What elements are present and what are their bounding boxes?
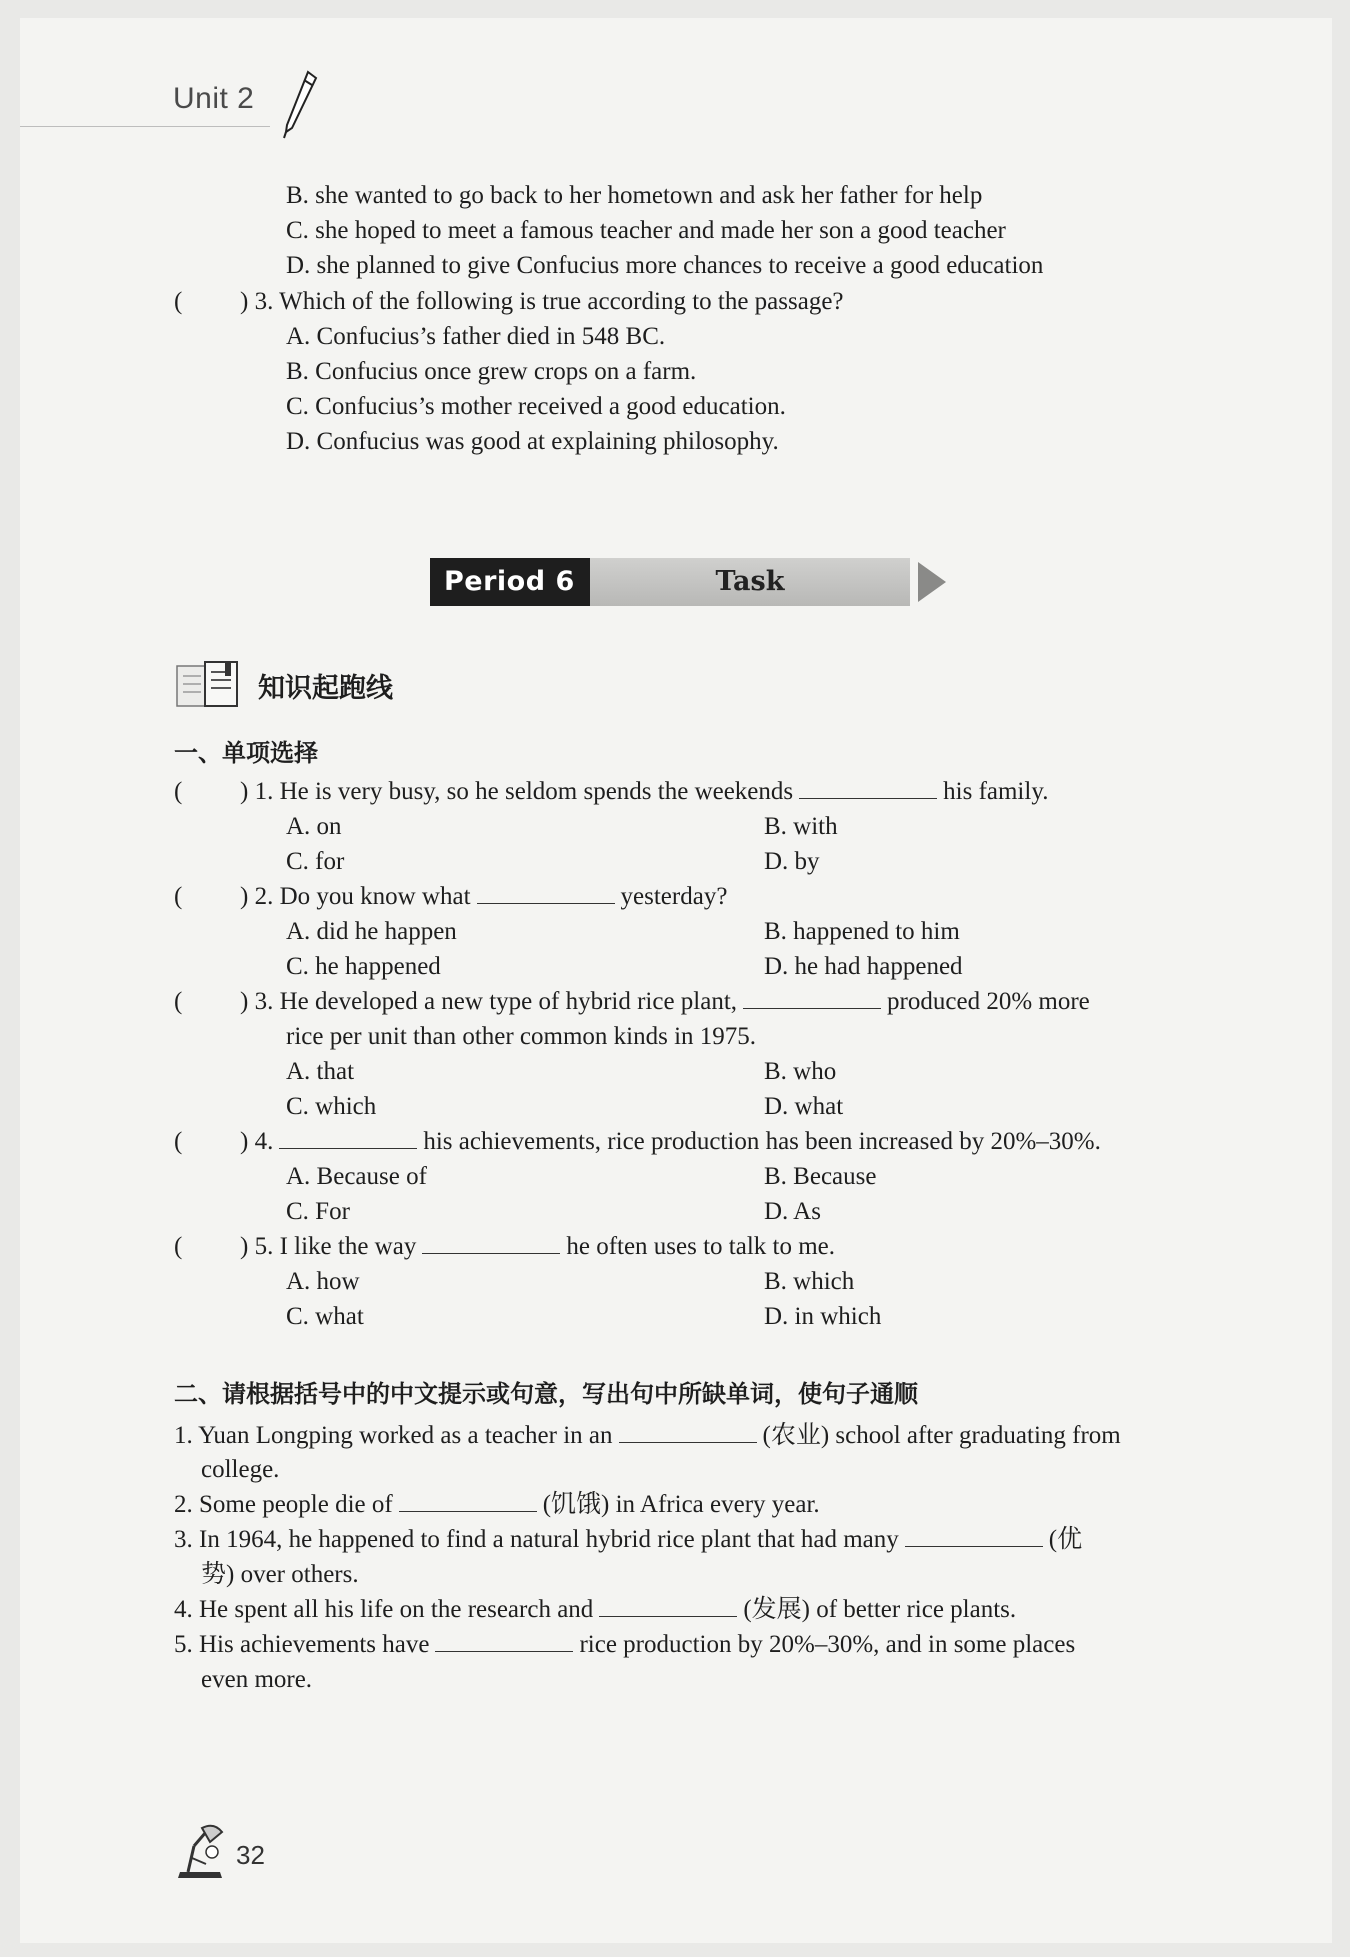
part1-heading: 一、单项选择 xyxy=(174,739,318,767)
pen-icon xyxy=(278,70,318,140)
answer-blank[interactable] xyxy=(619,1420,757,1443)
period-banner xyxy=(430,558,952,608)
answer-blank[interactable] xyxy=(799,776,937,799)
answer-blank[interactable] xyxy=(905,1524,1043,1547)
header-rule xyxy=(20,126,270,127)
option-c: C. which xyxy=(286,1093,377,1120)
option-a: A. on xyxy=(286,813,342,840)
option-b: B. which xyxy=(764,1268,855,1295)
option-a: A. Because of xyxy=(286,1163,427,1190)
fill-item-cont: college. xyxy=(201,1456,280,1483)
fill-item-cont: even more. xyxy=(201,1666,313,1693)
answer-paren[interactable]: ( xyxy=(174,883,183,910)
unit-header xyxy=(173,82,254,116)
option-b: B. with xyxy=(764,813,838,840)
option-c: C. For xyxy=(286,1198,350,1225)
option-b: B. who xyxy=(764,1058,837,1085)
fill-item: 5. His achievements have rice production by 20%–30%, and in some places xyxy=(174,1631,1076,1658)
option-a: A. that xyxy=(286,1058,355,1085)
fill-item: 1. Yuan Longping worked as a teacher in an (农业) school after graduating from xyxy=(174,1422,1121,1449)
option-d: D. by xyxy=(764,848,820,875)
answer-paren[interactable]: ( xyxy=(174,1233,183,1260)
answer-blank[interactable] xyxy=(435,1629,573,1652)
option-b: B. happened to him xyxy=(764,918,960,945)
arrow-icon xyxy=(918,562,946,602)
question-stem: ) 2. Do you know what yesterday? xyxy=(240,883,728,910)
answer-blank[interactable] xyxy=(599,1594,737,1617)
unit-title: Unit 2 xyxy=(173,82,255,115)
option-line: B. Confucius once grew crops on a farm. xyxy=(286,358,697,385)
option-c: C. what xyxy=(286,1303,364,1330)
option-a: A. how xyxy=(286,1268,360,1295)
option-line: B. she wanted to go back to her hometown and ask her father for help xyxy=(286,182,983,209)
section-title: 知识起跑线 xyxy=(258,673,393,704)
desk-lamp-icon xyxy=(172,1822,228,1882)
question-stem: ) 1. He is very busy, so he seldom spends the weekends his family. xyxy=(240,778,1049,805)
question-stem: ) 4. his achievements, rice production has been increased by 20%–30%. xyxy=(240,1128,1101,1155)
answer-blank[interactable] xyxy=(279,1126,417,1149)
option-d: D. As xyxy=(764,1198,821,1225)
fill-item: 2. Some people die of (饥饿) in Africa every year. xyxy=(174,1491,820,1518)
question-stem-cont: rice per unit than other common kinds in 1975. xyxy=(286,1023,757,1050)
option-line: C. Confucius’s mother received a good education. xyxy=(286,393,786,420)
answer-paren[interactable]: ( xyxy=(174,288,183,315)
option-c: C. he happened xyxy=(286,953,441,980)
task-label: Task xyxy=(715,566,785,597)
answer-paren[interactable]: ( xyxy=(174,988,183,1015)
option-line: C. she hoped to meet a famous teacher and made her son a good teacher xyxy=(286,217,1006,244)
question-stem: ) 3. Which of the following is true according to the passage? xyxy=(240,288,844,315)
option-b: B. Because xyxy=(764,1163,877,1190)
answer-blank[interactable] xyxy=(743,986,881,1009)
option-d: D. what xyxy=(764,1093,844,1120)
option-c: C. for xyxy=(286,848,345,875)
task-band xyxy=(590,558,910,606)
option-line: D. she planned to give Confucius more chances to receive a good education xyxy=(286,252,1044,279)
question-stem: ) 3. He developed a new type of hybrid rice plant, produced 20% more xyxy=(240,988,1090,1015)
option-d: D. in which xyxy=(764,1303,882,1330)
fill-item: 4. He spent all his life on the research and (发展) of better rice plants. xyxy=(174,1596,1017,1623)
fill-item-cont: 势) over others. xyxy=(201,1561,359,1588)
answer-blank[interactable] xyxy=(422,1231,560,1254)
option-line: D. Confucius was good at explaining philosophy. xyxy=(286,428,779,455)
book-icon xyxy=(175,660,241,710)
option-a: A. did he happen xyxy=(286,918,457,945)
answer-paren[interactable]: ( xyxy=(174,1128,183,1155)
option-line: A. Confucius’s father died in 548 BC. xyxy=(286,323,666,350)
option-d: D. he had happened xyxy=(764,953,963,980)
question-stem: ) 5. I like the way he often uses to talk to me. xyxy=(240,1233,836,1260)
page-number: 32 xyxy=(236,1840,265,1870)
answer-paren[interactable]: ( xyxy=(174,778,183,805)
fill-item: 3. In 1964, he happened to find a natural hybrid rice plant that had many (优 xyxy=(174,1526,1083,1553)
answer-blank[interactable] xyxy=(399,1489,537,1512)
period-label: Period 6 xyxy=(430,558,590,606)
part2-heading: 二、请根据括号中的中文提示或句意，写出句中所缺单词，使句子通顺 xyxy=(174,1380,918,1408)
answer-blank[interactable] xyxy=(477,881,615,904)
